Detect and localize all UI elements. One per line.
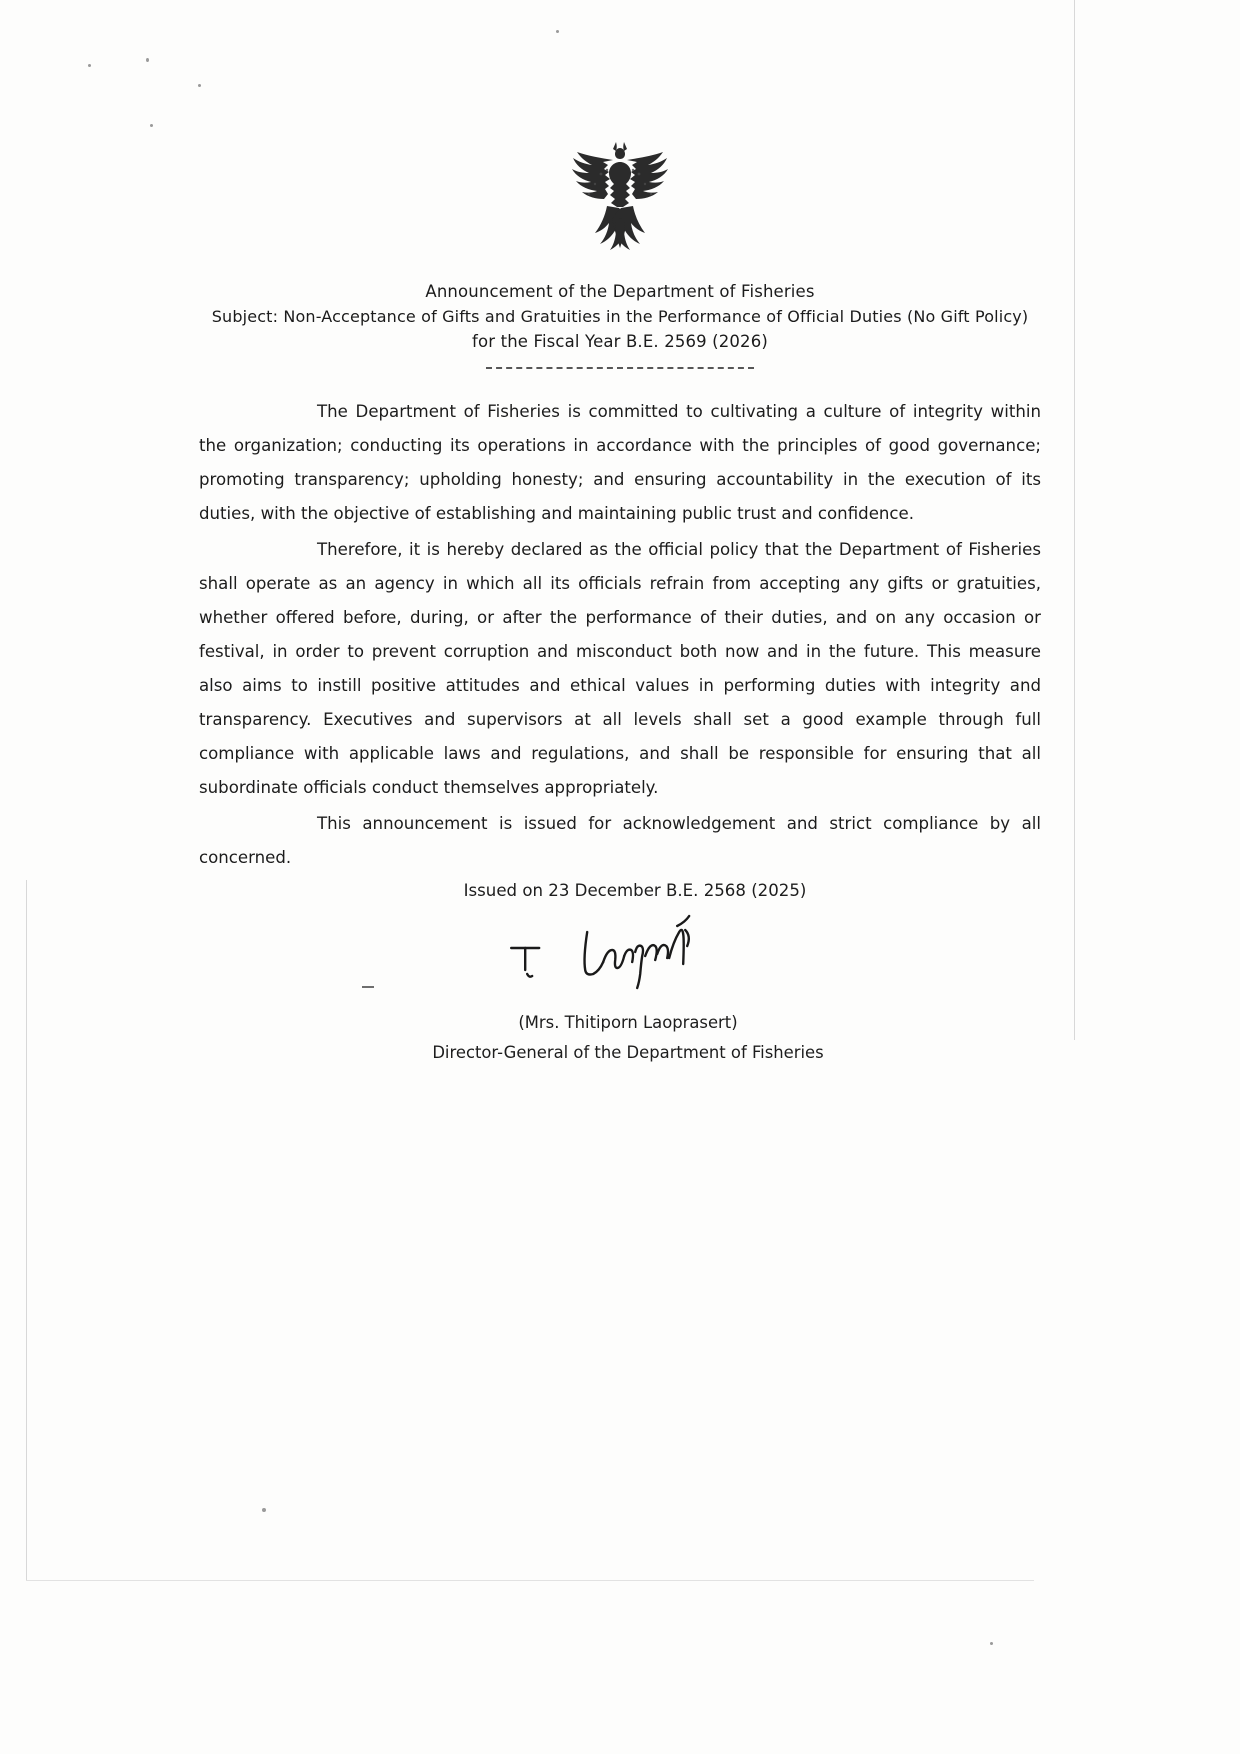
signer-title: Director-General of the Department of Fisheries: [432, 1043, 824, 1063]
heading-line-announcement: Announcement of the Department of Fisheries: [425, 282, 815, 301]
heading-divider: [486, 367, 754, 369]
signer-block: [199, 1008, 1041, 1069]
document-heading: [0, 279, 1240, 355]
garuda-emblem: [555, 140, 685, 265]
signature-mark: [491, 910, 771, 1010]
heading-line-fiscal-year: for the Fiscal Year B.E. 2569 (2026): [472, 332, 768, 352]
scan-speck: [262, 1508, 266, 1512]
scan-speck: [990, 1642, 993, 1645]
paragraph-2: Therefore, it is hereby declared as the official policy that the Department of Fisheries shall operate as an agency in which all its officials refrain from accepting any gifts or gratuities, whether offered before, during, or after the performance of their duties, and on any occasion or festival, in order to prevent corruption and misconduct both now and in the future. This measure also aims to instill positive attitudes and ethical values in performing duties with integrity and transparency. Executives and supervisors at all levels shall set a good example through full compliance with applicable laws and regulations, and shall be responsible for ensuring that all subordinate officials conduct themselves appropriately.: [199, 539, 1041, 798]
scan-edge-line-bottom: [26, 1580, 1034, 1581]
issued-date-line: Issued on 23 December B.E. 2568 (2025): [463, 881, 807, 901]
paragraph-1: The Department of Fisheries is committed to cultivating a culture of integrity within the organization; conducting its operations in accordance with the principles of good governance; promoting transparency; upholding honesty; and ensuring accountability in the execution of its duties, with the objective of establishing and maintaining public trust and confidence.: [199, 401, 1041, 523]
paragraph-3: This announcement is issued for acknowledgement and strict compliance by all concerned.: [199, 814, 1041, 868]
signer-name: (Mrs. Thitiporn Laoprasert): [518, 1013, 738, 1033]
scan-artifact-dash: [362, 986, 374, 988]
document-body: [199, 395, 1041, 1069]
heading-line-subject: Subject: Non-Acceptance of Gifts and Gratuities in the Performance of Official Duties (No Gift Policy): [211, 306, 1029, 326]
signature-area: [199, 900, 1041, 1008]
